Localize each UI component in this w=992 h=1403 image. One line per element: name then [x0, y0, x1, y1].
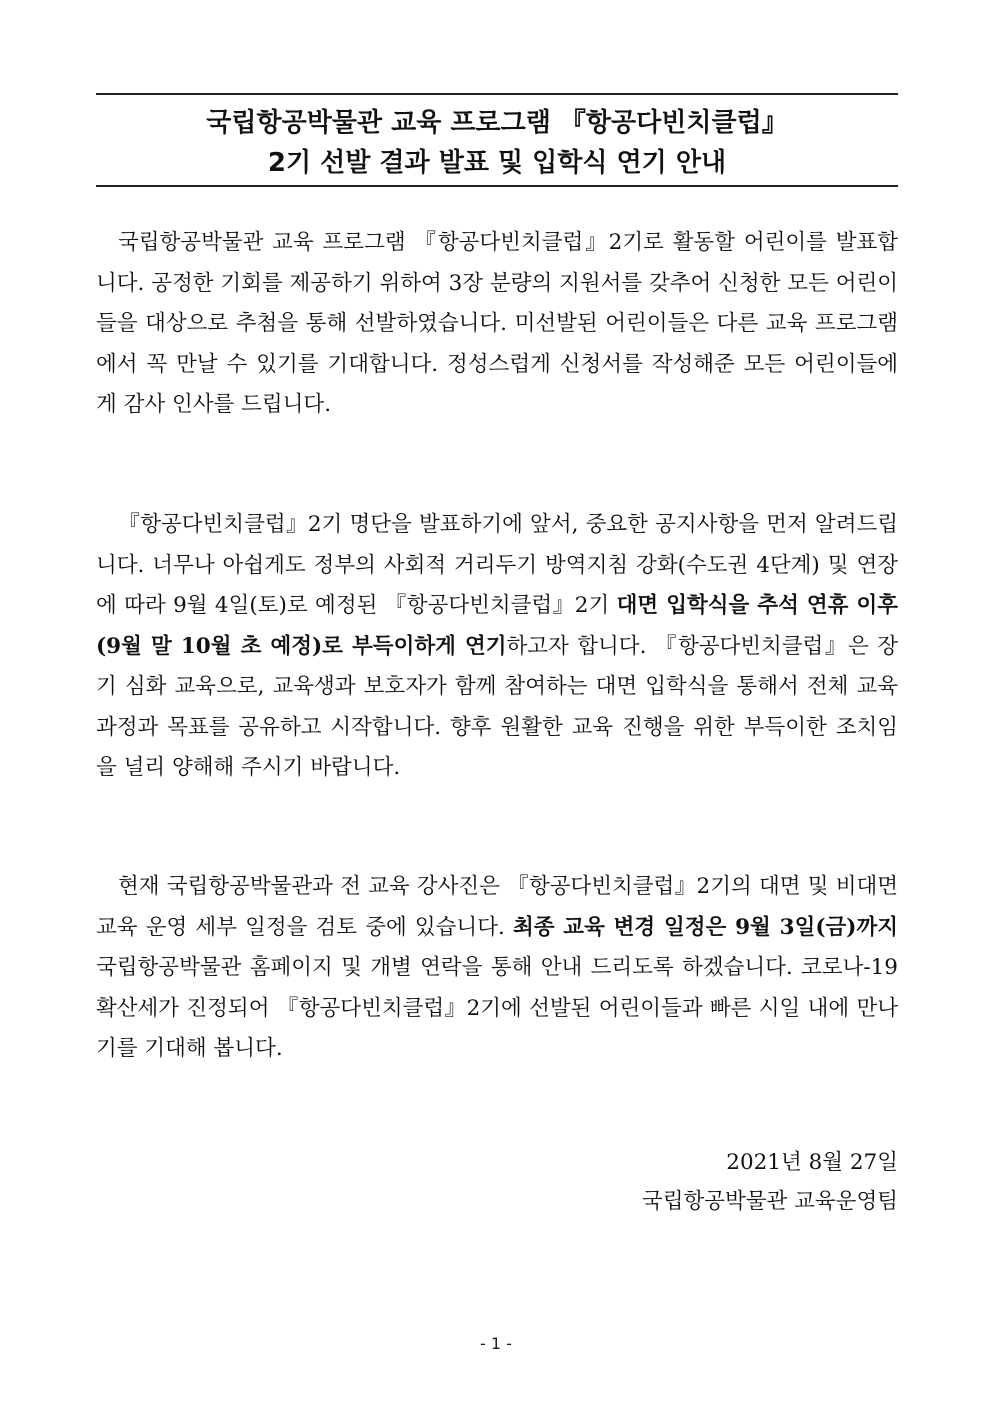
- paragraph-schedule-text-before: 현재 국립항공박물관과 전 교육 강사진은 『항공다빈치클럽』2기의 대면 및 비대면 교육 운영 세부 일정을 검토 중에 있습니다.: [96, 874, 898, 940]
- document-title-line-1: 국립항공박물관 교육 프로그램 『항공다빈치클럽』: [206, 108, 788, 138]
- document-title-line-2: 2기 선발 결과 발표 및 입학식 연기 안내: [267, 148, 727, 178]
- paragraph-postponement: [96, 505, 898, 789]
- paragraph-announcement-text: 국립항공박물관 교육 프로그램 『항공다빈치클럽』2기로 활동할 어린이를 발표합니다. 공정한 기회를 제공하기 위하여 3장 분량의 지원서를 갖추어 신청한 모든 어린이들을 대상으로 추첨을 통해 선발하였습니다. 미선발된 어린이들은 다른 교육 프로그램에서 꼭 만날 수 있기를 기대합니다. 정성스럽게 신청서를 작성해준 모든 어린이들에게 감사 인사를 드립니다.: [96, 230, 898, 417]
- paragraph-schedule-text-after: 국립항공박물관 홈페이지 및 개별 연락을 통해 안내 드리도록 하겠습니다. 코로나-19 확산세가 진정되어 『항공다빈치클럽』2기에 선발된 어린이들과 빠른 시일 내에 만나기를 기대해 봅니다.: [96, 955, 898, 1061]
- title-top-rule: [96, 93, 898, 95]
- paragraph-schedule-emphasis: 최종 교육 변경 일정은 9월 3일(금)까지: [512, 914, 899, 940]
- issuing-organization: 국립항공박물관 교육운영팀: [641, 1189, 898, 1214]
- paragraph-postponement-text-before: 『항공다빈치클럽』2기 명단을 발표하기에 앞서, 중요한 공지사항을 먼저 알려드립니다. 너무나 아쉽게도 정부의 사회적 거리두기 방역지침 강화(수도권 4단계) 및 연장에 따라 9월 4일(토)로 예정된 『항공다빈치클럽』2기: [96, 512, 898, 618]
- document-date: 2021년 8월 27일: [726, 1150, 898, 1175]
- paragraph-schedule: [96, 867, 898, 1070]
- paragraph-announcement: [96, 223, 898, 426]
- title-bottom-rule: [96, 185, 898, 187]
- paragraph-postponement-text-after: 하고자 합니다. 『항공다빈치클럽』은 장기 심화 교육으로, 교육생과 보호자가 함께 참여하는 대면 입학식을 통해서 전체 교육 과정과 목표를 공유하고 시작합니다. 향후 원활한 교육 진행을 위한 부득이한 조치임을 널리 양해해 주시기 바랍니다.: [96, 633, 898, 780]
- page-number: - 1 -: [480, 1334, 512, 1353]
- paragraph-postponement-emphasis: 대면 입학식을 추석 연휴 이후(9월 말 10월 초 예정)로 부득이하게 연기: [96, 593, 898, 659]
